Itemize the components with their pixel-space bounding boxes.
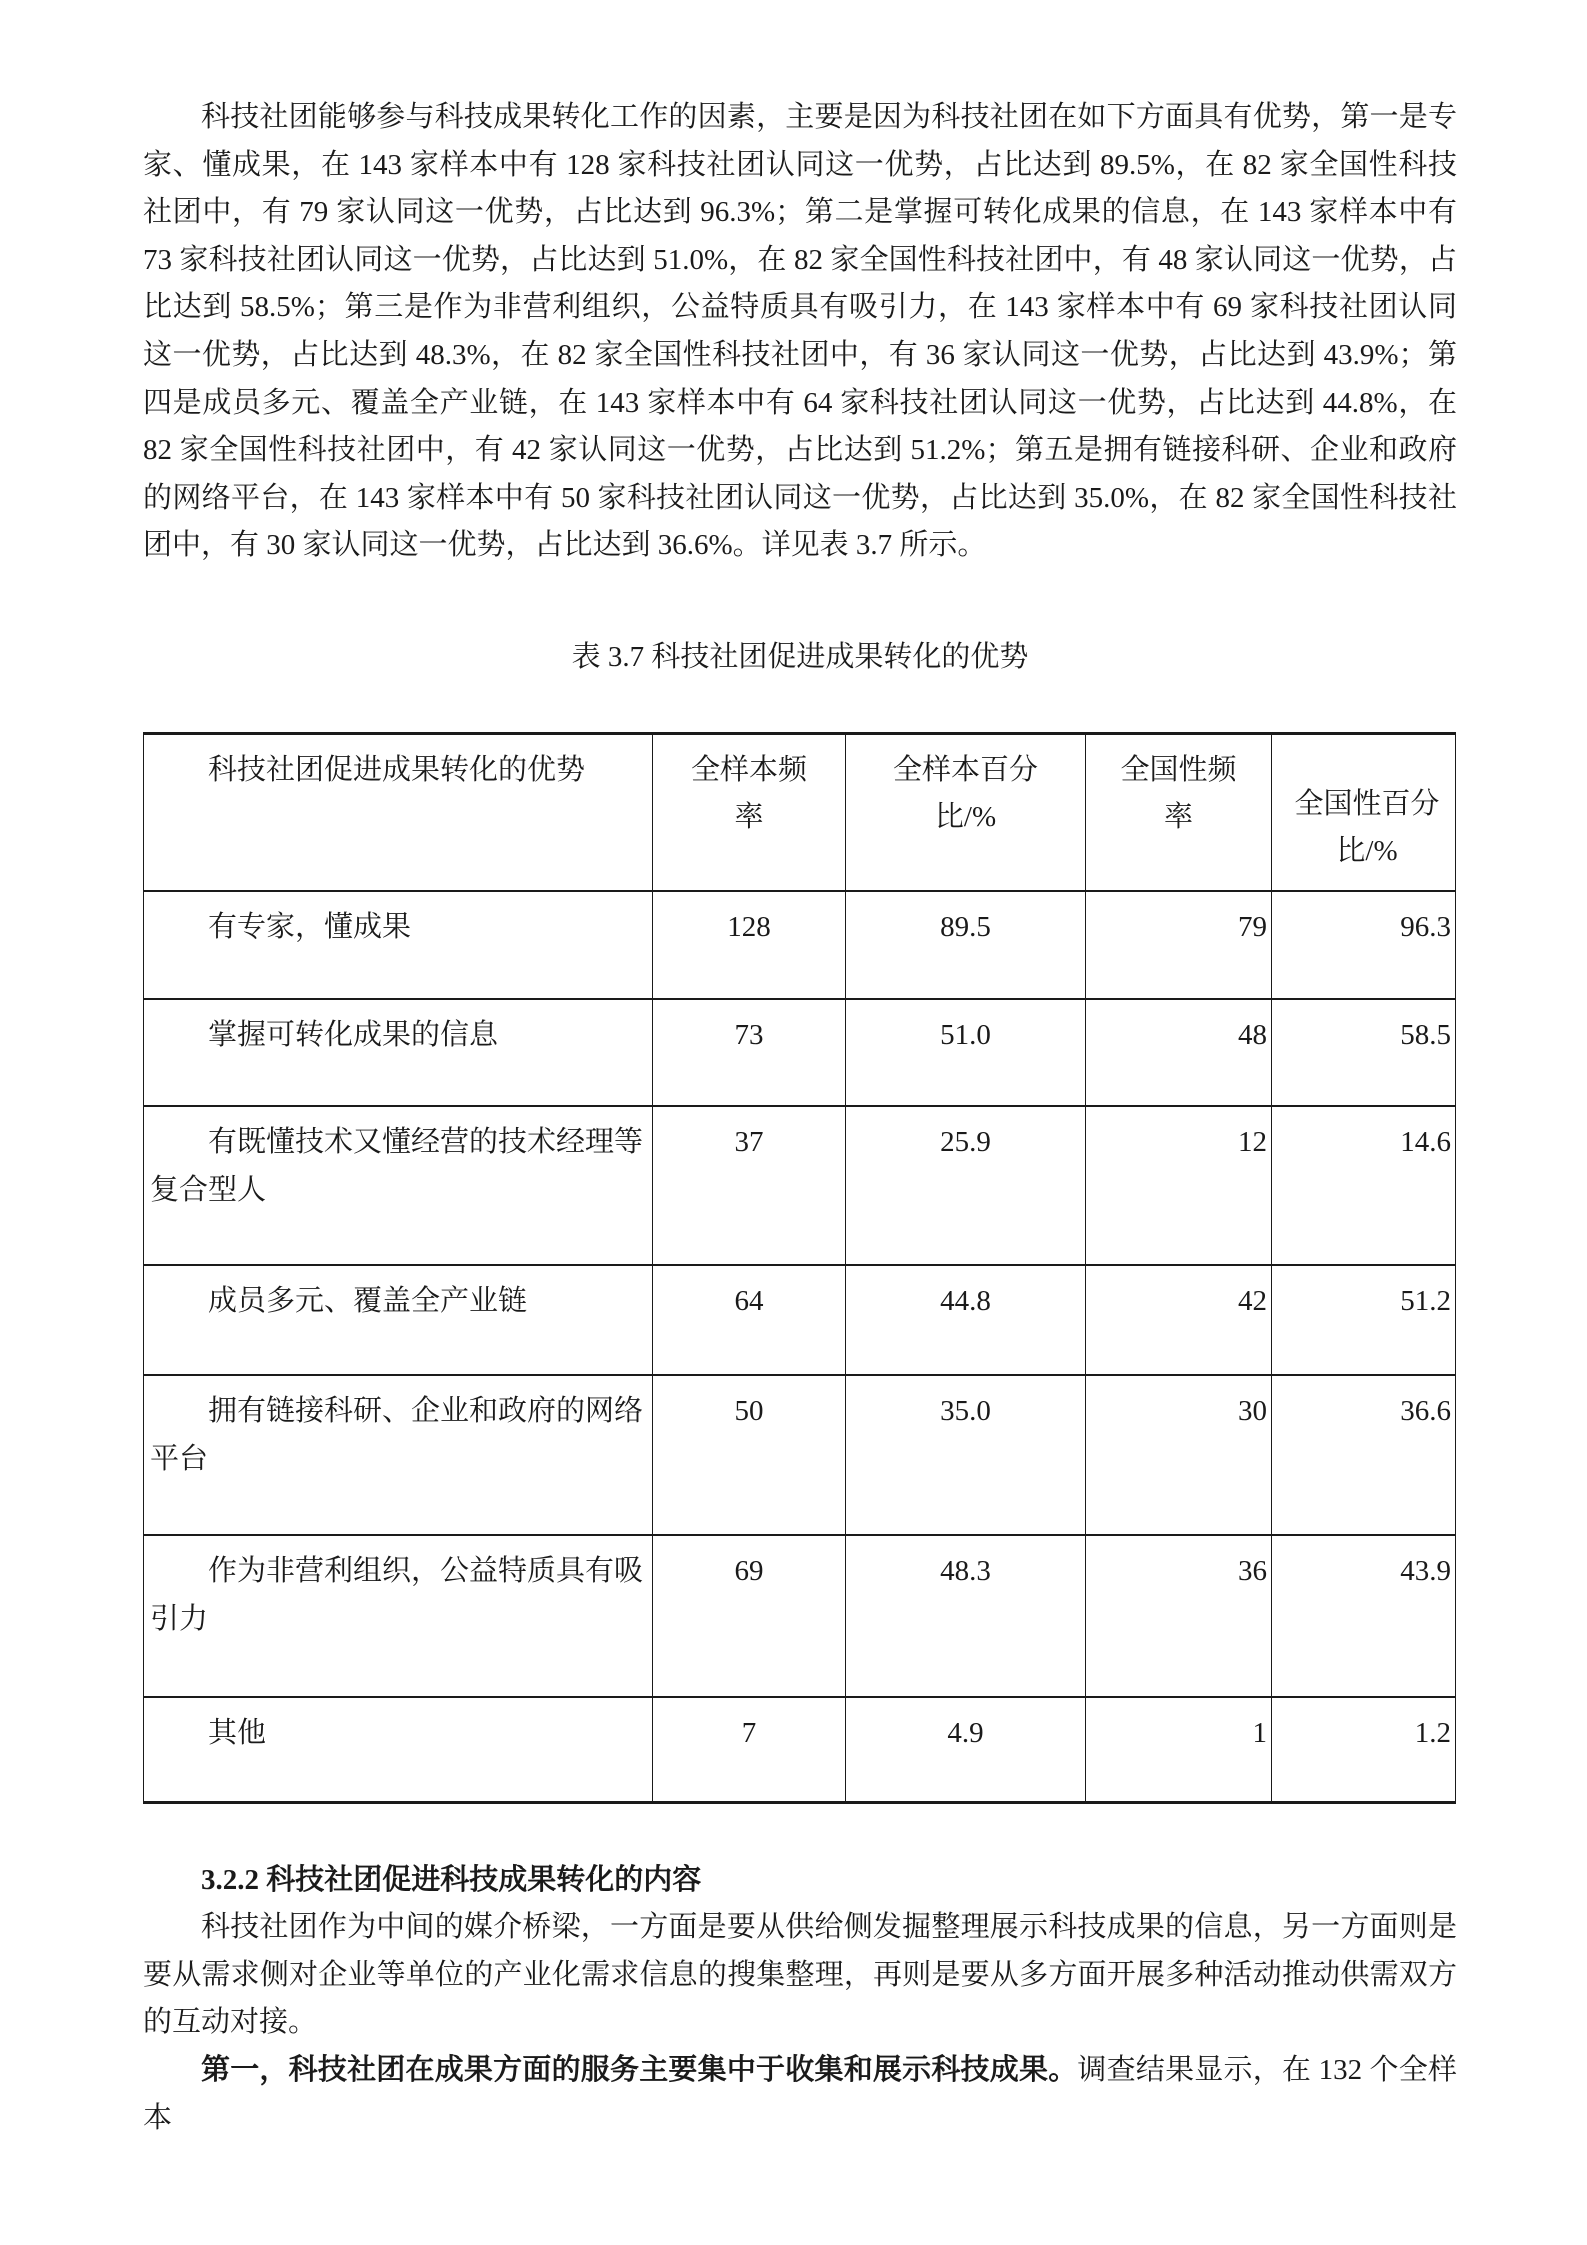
cell-value: 30 (1086, 1375, 1272, 1535)
cell-value: 50 (653, 1375, 846, 1535)
table-caption: 表 3.7 科技社团促进成果转化的优势 (571, 640, 1029, 673)
cell-value: 89.5 (846, 891, 1086, 999)
cell-value: 96.3 (1272, 891, 1456, 999)
cell-value: 12 (1086, 1106, 1272, 1265)
paragraph-advantages: 科技社团能够参与科技成果转化工作的因素，主要是因为科技社团在如下方面具有优势，第一是专家、懂成果，在 143 家样本中有 128 家科技社团认同这一优势，占比达到 89.5%，在 82 家全国性科技社团中，有 79 家认同这一优势，占比达到 96.3%；第二是掌握可转化成果的信息，在 143 家样本中有 73 家科技社团认同这一优势，占比达到 51.0%，在 82 家全国性科技社团中，有 48 家认同这一优势，占比达到 58.5%；第三是作为非营利组织，公益特质具有吸引力，在 143 家样本中有 69 家科技社团认同这一优势，占比达到 48.3%，在 82 家全国性科技社团中，有 36 家认同这一优势，占比达到 43.9%；第四是成员多元、覆盖全产业链，在 143 家样本中有 64 家科技社团认同这一优势，占比达到 44.8%，在 82 家全国性科技社团中，有 42 家认同这一优势，占比达到 51.2%；第五是拥有链接科研、企业和政府的网络平台，在 143 家样本中有 50 家科技社团认同这一优势，占比达到 35.0%，在 82 家全国性科技社团中，有 30 家认同这一优势，占比达到 36.6%。详见表 3.7 所示。 (143, 101, 1457, 562)
cell-value: 44.8 (846, 1265, 1086, 1375)
paragraph-mediator: 科技社团作为中间的媒介桥梁，一方面是要从供给侧发掘整理展示科技成果的信息，另一方面则是要从需求侧对企业等单位的产业化需求信息的搜集整理，再则是要从多方面开展多种活动推动供需双方的互动对接。 (143, 1911, 1457, 2039)
cell-value: 25.9 (846, 1106, 1086, 1265)
cell-value: 1 (1086, 1697, 1272, 1802)
table-row (144, 891, 1456, 999)
cell-value: 1.2 (1272, 1697, 1456, 1802)
col-header-advantage: 科技社团促进成果转化的优势 (144, 733, 653, 891)
cell-value: 7 (653, 1697, 846, 1802)
row-label: 成员多元、覆盖全产业链 (144, 1265, 653, 1375)
cell-value: 79 (1086, 891, 1272, 999)
col-header-full-sample-pct: 全样本百分比/% (846, 733, 1086, 891)
table-3-7 (143, 732, 1456, 1804)
table-row (144, 1535, 1456, 1697)
row-label: 其他 (144, 1697, 653, 1802)
table-row (144, 1375, 1456, 1535)
table-row (144, 1265, 1456, 1375)
cell-value: 51.2 (1272, 1265, 1456, 1375)
cell-value: 35.0 (846, 1375, 1086, 1535)
cell-value: 14.6 (1272, 1106, 1456, 1265)
row-label: 有既懂技术又懂经营的技术经理等复合型人 (144, 1106, 653, 1265)
col-header-full-sample-freq: 全样本频率 (653, 733, 846, 891)
cell-value: 42 (1086, 1265, 1272, 1375)
table-row (144, 1697, 1456, 1802)
table-row (144, 999, 1456, 1106)
col-header-national-pct: 全国性百分比/% (1272, 733, 1456, 891)
cell-value: 48.3 (846, 1535, 1086, 1697)
row-label: 有专家，懂成果 (144, 891, 653, 999)
cell-value: 36.6 (1272, 1375, 1456, 1535)
cell-value: 36 (1086, 1535, 1272, 1697)
cell-value: 43.9 (1272, 1535, 1456, 1697)
row-label: 作为非营利组织，公益特质具有吸引力 (144, 1535, 653, 1697)
paragraph-first-point-rest: 调查结果显示，在 132 个全样本 (143, 2053, 1457, 2134)
cell-value: 48 (1086, 999, 1272, 1106)
cell-value: 64 (653, 1265, 846, 1375)
section-heading-3-2-2: 3.2.2 科技社团促进科技成果转化的内容 (201, 1863, 702, 1896)
cell-value: 4.9 (846, 1697, 1086, 1802)
table-row (144, 1106, 1456, 1265)
table-header-row (144, 733, 1456, 891)
row-label: 掌握可转化成果的信息 (144, 999, 653, 1106)
cell-value: 73 (653, 999, 846, 1106)
paragraph-first-point (143, 2047, 1457, 2142)
cell-value: 51.0 (846, 999, 1086, 1106)
row-label: 拥有链接科研、企业和政府的网络平台 (144, 1375, 653, 1535)
cell-value: 128 (653, 891, 846, 999)
cell-value: 58.5 (1272, 999, 1456, 1106)
cell-value: 37 (653, 1106, 846, 1265)
paragraph-first-point-bold: 第一，科技社团在成果方面的服务主要集中于收集和展示科技成果。 (201, 2053, 1078, 2086)
cell-value: 69 (653, 1535, 846, 1697)
col-header-national-freq: 全国性频率 (1086, 733, 1272, 891)
